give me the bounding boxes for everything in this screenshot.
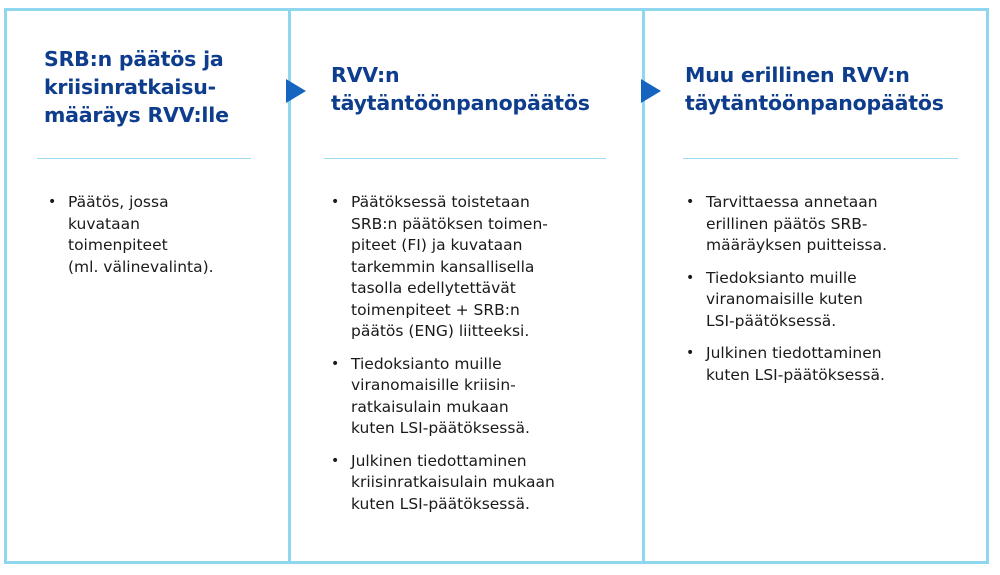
column-divider-line bbox=[683, 158, 958, 159]
bullet-list bbox=[44, 192, 284, 289]
column-rvv-enforcement-decision bbox=[291, 8, 642, 564]
list-item: • Päätöksessä toistetaan SRB:n päätöksen toimen- piteet (FI) ja kuvataan tarkemmin kansallisella tasolla edellytettävät toimenpiteet + SRB:n päätös (ENG) liitteeksi. bbox=[327, 192, 637, 343]
list-item: • Tarvittaessa annetaan erillinen päätös SRB- määräyksen puitteissa. bbox=[682, 192, 982, 257]
list-item: • Tiedoksianto muille viranomaisille kriisin- ratkaisulain mukaan kuten LSI-päätöksessä. bbox=[327, 354, 637, 440]
column-title: SRB:n päätös ja kriisinratkaisu- määräys RVV:lle bbox=[44, 47, 229, 127]
column-title: Muu erillinen RVV:n täytäntöönpanopäätös bbox=[685, 63, 944, 115]
list-item: • Julkinen tiedottaminen kriisinratkaisulain mukaan kuten LSI-päätöksessä. bbox=[327, 451, 637, 516]
list-item: • Julkinen tiedottaminen kuten LSI-päätöksessä. bbox=[682, 343, 982, 386]
column-other-rvv-decision bbox=[645, 8, 986, 564]
bullet-list bbox=[682, 192, 982, 397]
column-title: RVV:n täytäntöönpanopäätös bbox=[331, 63, 590, 115]
list-item: • Tiedoksianto muille viranomaisille kuten LSI-päätöksessä. bbox=[682, 268, 982, 333]
bullet-list bbox=[327, 192, 637, 526]
list-item: • Päätös, jossa kuvataan toimenpiteet (ml. välinevalinta). bbox=[44, 192, 284, 278]
column-divider-line bbox=[324, 158, 606, 159]
column-divider-line bbox=[37, 158, 251, 159]
column-srb-decision bbox=[7, 8, 288, 564]
